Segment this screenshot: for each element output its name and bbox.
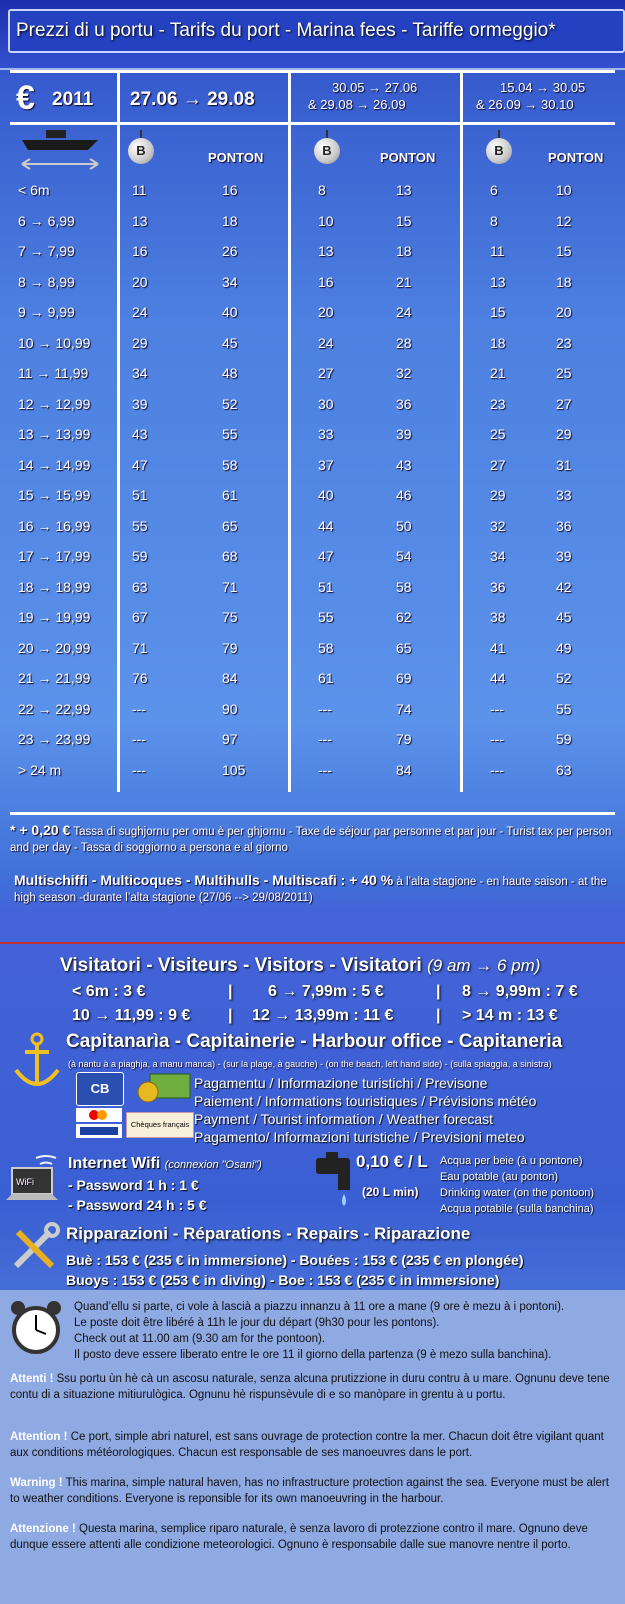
price-cell: 11 xyxy=(490,243,505,259)
info-line: Paiement / Informations touristiques / Prévisions météo xyxy=(194,1093,537,1109)
price-cell: 40 xyxy=(318,487,334,503)
anchor-icon xyxy=(12,1032,62,1092)
price-cell: 23 xyxy=(490,396,506,412)
row-size-label: < 6m xyxy=(18,182,50,198)
price-cell: --- xyxy=(490,701,504,717)
ponton-header: PONTON xyxy=(380,150,436,165)
column-divider xyxy=(460,70,463,792)
price-cell: 27 xyxy=(556,396,572,412)
row-size-label: > 24 m xyxy=(18,762,62,778)
price-cell: 34 xyxy=(132,365,148,381)
price-cell: 15 xyxy=(556,243,572,259)
multihull-description: à l’alta stagione - en haute saison - at the high season -durante l’alta stagione (27/06 --> 29/08/2011) xyxy=(14,876,607,904)
price-cell: 51 xyxy=(318,579,334,595)
buoy-icon: B xyxy=(486,138,512,164)
price-cell: --- xyxy=(132,762,146,778)
title-bar xyxy=(0,0,625,70)
price-cell: 20 xyxy=(556,304,572,320)
warning-corsican xyxy=(10,1372,617,1403)
harbour-title: Capitanarìa - Capitainerie - Harbour office - Capitaneria xyxy=(66,1031,563,1052)
visitors-title xyxy=(60,955,541,976)
row-size-label: 9 → 9,99 xyxy=(18,304,75,320)
warning-text: Ssu portu ùn hè cà un ascosu naturale, senza alcuna prutizzione in duru contru à u mare. Ognunu deve tene contu di a situazione mitiurulògica. Ognunu hè rispunsèvule di e so manòpare in grentu à u portu. xyxy=(10,1373,610,1401)
alarm-clock-icon xyxy=(8,1300,64,1356)
multihull-label: Multischiffi - Multicoques - Multihulls - Multiscafi : + 40 % xyxy=(14,872,394,888)
price-cell: 55 xyxy=(556,701,572,717)
warning-text: Ce port, simple abri naturel, est sans ouvrage de protection contre la mer. Chacun doit être vigilant quant aux conditions météorologiques. Chacun est responsable de ses manoeuvres dans le port. xyxy=(10,1431,604,1459)
page-title: Prezzi di u portu - Tarifs du port - Marina fees - Tariffe ormeggio* xyxy=(8,9,625,53)
departure-line: Il posto deve essere liberato entre le ore 11 il giorno della partenza (9 è mezo sulla banchina). xyxy=(74,1349,552,1361)
warning-label: Attention ! xyxy=(10,1431,68,1443)
euro-symbol: € xyxy=(16,79,35,117)
price-cell: 37 xyxy=(318,457,334,473)
price-cell: --- xyxy=(318,762,332,778)
price-cell: 36 xyxy=(556,518,572,534)
cash-icon xyxy=(136,1070,192,1104)
price-cell: --- xyxy=(490,731,504,747)
boat-icon xyxy=(18,128,102,174)
price-cell: 21 xyxy=(490,365,506,381)
price-cell: 49 xyxy=(556,640,572,656)
water-tap-icon xyxy=(312,1150,354,1214)
price-cell: 58 xyxy=(396,579,412,595)
price-cell: 16 xyxy=(318,274,334,290)
tariff-table xyxy=(0,70,625,810)
price-cell: 42 xyxy=(556,579,572,595)
laptop-wifi-icon xyxy=(6,1152,62,1204)
price-cell: 74 xyxy=(396,701,412,717)
price-cell: 32 xyxy=(490,518,506,534)
column-divider xyxy=(288,70,291,792)
visitor-separator: | xyxy=(228,983,233,1000)
price-cell: 44 xyxy=(490,670,506,686)
warning-french xyxy=(10,1430,617,1461)
price-cell: 79 xyxy=(396,731,412,747)
price-cell: 13 xyxy=(490,274,506,290)
price-cell: 45 xyxy=(556,609,572,625)
price-cell: 52 xyxy=(556,670,572,686)
departure-line: Le poste doit être libéré à 11h le jour du départ (9h30 pour les pontons). xyxy=(74,1317,440,1329)
price-cell: 47 xyxy=(132,457,148,473)
price-cell: 43 xyxy=(396,457,412,473)
price-cell: 16 xyxy=(132,243,148,259)
price-cell: 31 xyxy=(556,457,572,473)
price-cell: 18 xyxy=(222,213,238,229)
wifi-price: - Password 24 h : 5 € xyxy=(68,1197,207,1213)
year-label: 2011 xyxy=(52,89,94,110)
price-cell: --- xyxy=(132,731,146,747)
price-cell: 55 xyxy=(132,518,148,534)
price-cell: 12 xyxy=(556,213,572,229)
price-cell: --- xyxy=(318,731,332,747)
price-cell: 39 xyxy=(132,396,148,412)
price-cell: 10 xyxy=(556,182,572,198)
price-cell: 44 xyxy=(318,518,334,534)
period-3-line2: & 26.09 → 30.10 xyxy=(476,97,574,112)
row-size-label: 13 → 13,99 xyxy=(18,426,91,442)
price-cell: 24 xyxy=(318,335,334,351)
price-cell: 71 xyxy=(132,640,148,656)
price-cell: 75 xyxy=(222,609,238,625)
visitor-separator: | xyxy=(228,1007,233,1024)
price-cell: --- xyxy=(132,701,146,717)
price-cell: 97 xyxy=(222,731,238,747)
harbour-subtitle: (à nantu à a piaghja, a manu manca) - (sur la plage, à gauche) - (on the beach, left hand side) - (sulla spiaggia, a sinistra) xyxy=(68,1059,552,1069)
row-size-label: 8 → 8,99 xyxy=(18,274,75,290)
price-cell: 15 xyxy=(396,213,412,229)
price-cell: 54 xyxy=(396,548,412,564)
price-cell: 67 xyxy=(132,609,148,625)
price-cell: 63 xyxy=(556,762,572,778)
row-size-label: 7 → 7,99 xyxy=(18,243,75,259)
tools-icon xyxy=(8,1222,60,1274)
water-minimum: (20 L min) xyxy=(362,1185,419,1199)
period-3-line1: 15.04 → 30.05 xyxy=(500,80,586,95)
visitor-separator: | xyxy=(436,1007,441,1024)
price-cell: 24 xyxy=(132,304,148,320)
price-cell: 46 xyxy=(396,487,412,503)
price-cell: 105 xyxy=(222,762,246,778)
price-cell: 61 xyxy=(222,487,238,503)
price-cell: 62 xyxy=(396,609,412,625)
price-cell: --- xyxy=(490,762,504,778)
table-header-divider xyxy=(10,122,615,125)
price-cell: 13 xyxy=(396,182,412,198)
warning-text: This marina, simple natural haven, has no infrastructure protection against the sea. Everyone must be alert to weather conditions. Everyone is reponsible for its own manoeuvring in the harbour. xyxy=(10,1477,609,1505)
table-bottom-border xyxy=(10,812,615,815)
price-cell: 11 xyxy=(132,182,147,198)
price-cell: 25 xyxy=(490,426,506,442)
price-cell: 61 xyxy=(318,670,334,686)
price-cell: 27 xyxy=(490,457,506,473)
price-cell: 39 xyxy=(556,548,572,564)
tax-note xyxy=(0,822,625,862)
ponton-header: PONTON xyxy=(548,150,604,165)
price-cell: 84 xyxy=(222,670,238,686)
price-cell: 30 xyxy=(318,396,334,412)
price-cell: 71 xyxy=(222,579,238,595)
visitor-price: 8 → 9,99m : 7 € xyxy=(462,983,578,1000)
price-cell: 45 xyxy=(222,335,238,351)
price-cell: 27 xyxy=(318,365,334,381)
price-cell: 18 xyxy=(556,274,572,290)
price-cell: 84 xyxy=(396,762,412,778)
period-2-line2: & 29.08 → 26.09 xyxy=(308,97,406,112)
period-1: 27.06 → 29.08 xyxy=(130,89,255,110)
price-cell: 33 xyxy=(318,426,334,442)
price-cell: 90 xyxy=(222,701,238,717)
price-cell: 58 xyxy=(318,640,334,656)
period-2-line1: 30.05 → 27.06 xyxy=(332,80,418,95)
water-info: Eau potable (au ponton) xyxy=(440,1171,559,1183)
wifi-price: - Password 1 h : 1 € xyxy=(68,1177,199,1193)
row-size-label: 19 → 19,99 xyxy=(18,609,91,625)
row-size-label: 12 → 12,99 xyxy=(18,396,91,412)
price-cell: 76 xyxy=(132,670,148,686)
price-cell: 32 xyxy=(396,365,412,381)
buoy-icon: B xyxy=(128,138,154,164)
tax-amount: * + 0,20 € xyxy=(10,822,71,838)
price-cell: 51 xyxy=(132,487,148,503)
credit-cards-icon xyxy=(76,1108,122,1138)
row-size-label: 18 → 18,99 xyxy=(18,579,91,595)
price-cell: 65 xyxy=(222,518,238,534)
wifi-network: (connexion "Osani") xyxy=(164,1159,262,1171)
price-cell: 8 xyxy=(318,182,326,198)
row-size-label: 23 → 23,99 xyxy=(18,731,91,747)
price-cell: 15 xyxy=(490,304,506,320)
price-cell: 50 xyxy=(396,518,412,534)
row-size-label: 6 → 6,99 xyxy=(18,213,75,229)
price-cell: 23 xyxy=(556,335,572,351)
repairs-price: Buoys : 153 € (253 € in diving) - Boe : 153 € (235 € in immersione) xyxy=(66,1272,500,1288)
price-cell: 58 xyxy=(222,457,238,473)
row-size-label: 16 → 16,99 xyxy=(18,518,91,534)
price-cell: 8 xyxy=(490,213,498,229)
row-size-label: 20 → 20,99 xyxy=(18,640,91,656)
cheques-icon: Chèques français xyxy=(126,1112,194,1138)
tax-text xyxy=(10,822,615,856)
price-cell: 16 xyxy=(222,182,238,198)
price-cell: 48 xyxy=(222,365,238,381)
ponton-header: PONTON xyxy=(208,150,264,165)
wifi-title-text: Internet Wifi xyxy=(68,1155,161,1172)
warning-label: Attenti ! xyxy=(10,1373,54,1385)
visitor-price: 12 → 13,99m : 11 € xyxy=(252,1007,394,1024)
multihull-note xyxy=(0,872,625,912)
price-cell: 18 xyxy=(490,335,506,351)
price-cell: 55 xyxy=(318,609,334,625)
cb-card-icon: CB xyxy=(76,1072,124,1106)
price-cell: 28 xyxy=(396,335,412,351)
visitor-price: > 14 m : 13 € xyxy=(462,1007,558,1024)
water-info: Acqua potabile (sulla banchina) xyxy=(440,1203,594,1215)
price-cell: 33 xyxy=(556,487,572,503)
visitor-separator: | xyxy=(436,983,441,1000)
price-cell: 59 xyxy=(556,731,572,747)
price-cell: 25 xyxy=(556,365,572,381)
table-top-border xyxy=(10,70,615,73)
price-cell: 20 xyxy=(132,274,148,290)
water-info: Drinking water (on the pontoon) xyxy=(440,1187,595,1199)
wifi-icon-label: WiFi xyxy=(16,1177,34,1187)
price-cell: 13 xyxy=(318,243,334,259)
price-cell: 6 xyxy=(490,182,498,198)
multihull-text xyxy=(14,872,614,906)
visitor-price: < 6m : 3 € xyxy=(72,983,146,1000)
visitors-hours: (9 am → 6 pm) xyxy=(427,956,541,975)
price-cell: 36 xyxy=(396,396,412,412)
visitor-price: 10 → 11,99 : 9 € xyxy=(72,1007,191,1024)
row-size-label: 15 → 15,99 xyxy=(18,487,91,503)
price-cell: 63 xyxy=(132,579,148,595)
column-divider xyxy=(117,70,120,792)
price-cell: 34 xyxy=(222,274,238,290)
water-info: Acqua per beie (à u pontone) xyxy=(440,1155,583,1167)
price-cell: 68 xyxy=(222,548,238,564)
price-cell: 29 xyxy=(490,487,506,503)
row-size-label: 10 → 10,99 xyxy=(18,335,91,351)
price-cell: 65 xyxy=(396,640,412,656)
price-cell: 26 xyxy=(222,243,238,259)
water-price: 0,10 € / L xyxy=(356,1152,428,1171)
price-cell: 52 xyxy=(222,396,238,412)
price-cell: 29 xyxy=(132,335,148,351)
price-cell: 40 xyxy=(222,304,238,320)
repairs-title: Ripparazioni - Réparations - Repairs - Riparazione xyxy=(66,1224,471,1243)
departure-line: Check out at 11.00 am (9.30 am for the pontoon). xyxy=(74,1333,326,1345)
price-cell: 34 xyxy=(490,548,506,564)
warning-english xyxy=(10,1476,617,1507)
row-size-label: 14 → 14,99 xyxy=(18,457,91,473)
price-cell: 41 xyxy=(490,640,506,656)
warning-italian xyxy=(10,1522,617,1553)
tax-description: Tassa di sughjornu per omu è per ghjornu - Taxe de séjour par personne et par jour - Turist tax per person and per day - Tassa di soggiorno a persona e al giorno xyxy=(10,826,612,854)
warning-label: Attenzione ! xyxy=(10,1523,76,1535)
price-cell: 21 xyxy=(396,274,412,290)
visitor-price: 6 → 7,99m : 5 € xyxy=(268,983,384,1000)
price-cell: 79 xyxy=(222,640,238,656)
departure-line: Quand’ellu si parte, ci vole à lascià a piazzu innanzu à 11 ore a mane (9 ore è mezu à i pontoni). xyxy=(74,1301,565,1313)
price-cell: 10 xyxy=(318,213,334,229)
buoy-icon: B xyxy=(314,138,340,164)
price-cell: 43 xyxy=(132,426,148,442)
price-cell: 38 xyxy=(490,609,506,625)
price-cell: 13 xyxy=(132,213,148,229)
info-line: Payment / Tourist information / Weather forecast xyxy=(194,1111,494,1127)
info-line: Pagamento/ Informazioni turistiche / Previsioni meteo xyxy=(194,1129,525,1145)
notice-panel xyxy=(0,1290,625,1604)
price-cell: 55 xyxy=(222,426,238,442)
row-size-label: 22 → 22,99 xyxy=(18,701,91,717)
warning-text: Questa marina, semplice riparo naturale, è senza lavoro di protezzione contro il mare. Ognuno deve dunque essere attenti alle condizione meteorologici. Ognuno è responsabile dalle sue manovre nentre il porto. xyxy=(10,1523,588,1551)
price-cell: 29 xyxy=(556,426,572,442)
repairs-price: Buè : 153 € (235 € in immersione) - Bouées : 153 € (235 € en plongée) xyxy=(66,1252,524,1268)
price-cell: 18 xyxy=(396,243,412,259)
row-size-label: 11 → 11,99 xyxy=(18,365,89,381)
info-line: Pagamentu / Informazione turistichi / Previsone xyxy=(194,1075,488,1091)
row-size-label: 17 → 17,99 xyxy=(18,548,91,564)
price-cell: 36 xyxy=(490,579,506,595)
wifi-title xyxy=(68,1154,262,1175)
price-cell: 24 xyxy=(396,304,412,320)
price-cell: 47 xyxy=(318,548,334,564)
price-cell: 69 xyxy=(396,670,412,686)
warning-label: Warning ! xyxy=(10,1477,63,1489)
price-cell: 39 xyxy=(396,426,412,442)
price-cell: --- xyxy=(318,701,332,717)
price-cell: 59 xyxy=(132,548,148,564)
visitors-title-text: Visitatori - Visiteurs - Visitors - Visitatori xyxy=(60,955,422,976)
row-size-label: 21 → 21,99 xyxy=(18,670,91,686)
price-cell: 20 xyxy=(318,304,334,320)
section-divider xyxy=(0,942,625,944)
